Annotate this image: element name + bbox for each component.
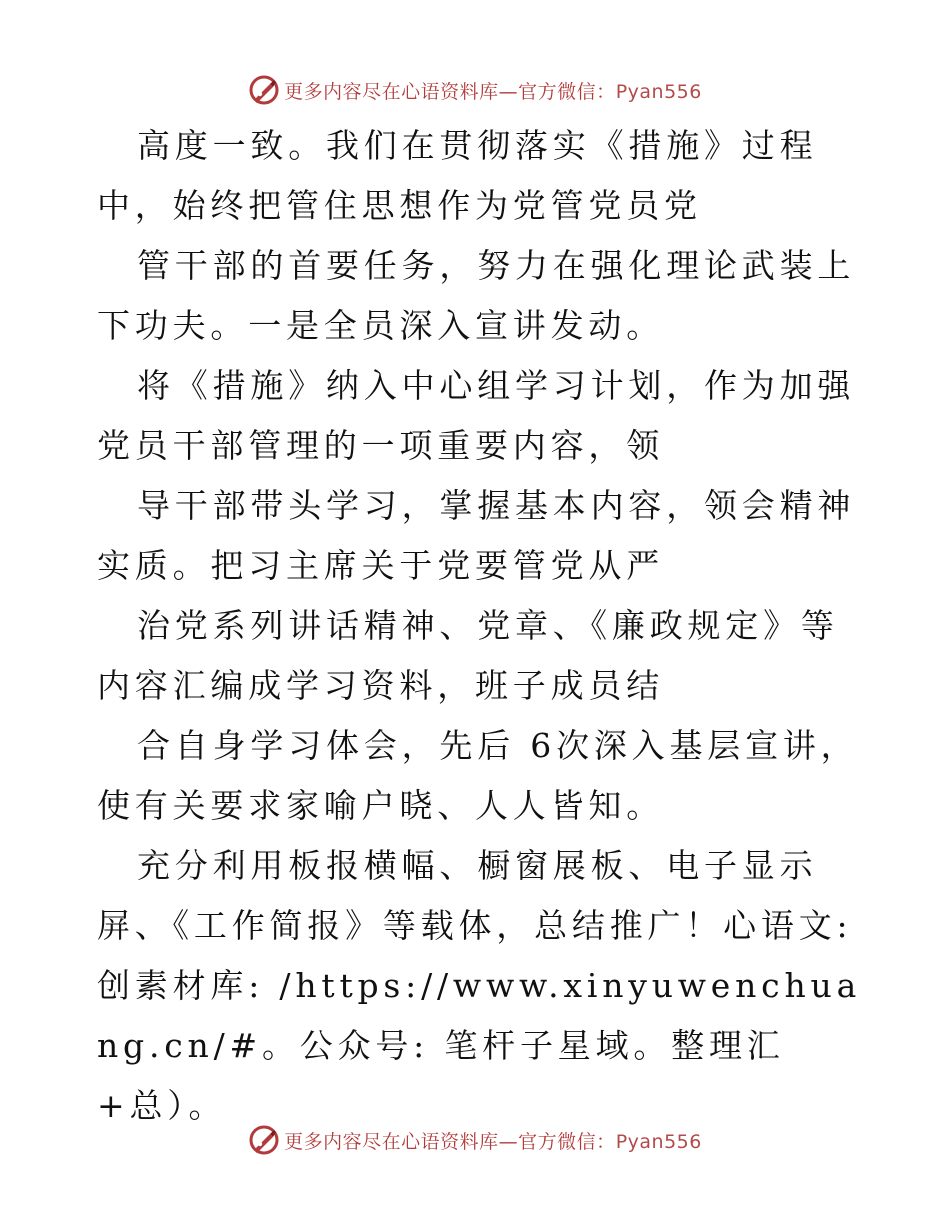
pen-logo-icon <box>248 1124 280 1156</box>
banner-text <box>284 1127 702 1154</box>
footer-banner <box>0 1120 950 1160</box>
paragraph-6: 合自身学习体会，先后 6次深入基层宣讲，使有关要求家喻户晓、人人皆知。 <box>97 726 859 825</box>
banner-separator: — <box>498 1130 519 1153</box>
document-body <box>97 116 867 1136</box>
banner-separator: — <box>498 80 519 103</box>
paragraph-4: 导干部带头学习，掌握基本内容，领会精神实质。把习主席关于党要管党从严 <box>97 486 856 585</box>
banner-wechat-label: 官方微信： <box>518 80 616 103</box>
banner-site-text: 更多内容尽在心语资料库 <box>284 1130 499 1153</box>
pen-logo-icon <box>248 74 280 106</box>
paragraph-7: 充分利用板报横幅、橱窗展板、电子显示屏、《工作简报》等载体，总结推广！心语文:创素材库: /https://www.xinyuwenchuang.cn/#。公众号: 笔杆子星域。整理汇+总）。 <box>97 846 862 1125</box>
banner-wechat-id: Pyan556 <box>615 1130 702 1153</box>
paragraph-1: 高度一致。我们在贯彻落实《措施》过程中，始终把管住思想作为党管党员党 <box>97 126 818 225</box>
paragraph-2: 管干部的首要任务，努力在强化理论武装上下功夫。一是全员深入宣讲发动。 <box>97 246 856 345</box>
banner-wechat-id: Pyan556 <box>615 80 702 103</box>
banner-site-text: 更多内容尽在心语资料库 <box>284 80 499 103</box>
banner-wechat-label: 官方微信： <box>518 1130 616 1153</box>
banner-text <box>284 77 702 104</box>
paragraph-5: 治党系列讲话精神、党章、《廉政规定》等内容汇编成学习资料，班子成员结 <box>97 606 839 705</box>
paragraph-3: 将《措施》纳入中心组学习计划，作为加强党员干部管理的一项重要内容，领 <box>97 366 856 465</box>
header-banner <box>0 70 950 110</box>
